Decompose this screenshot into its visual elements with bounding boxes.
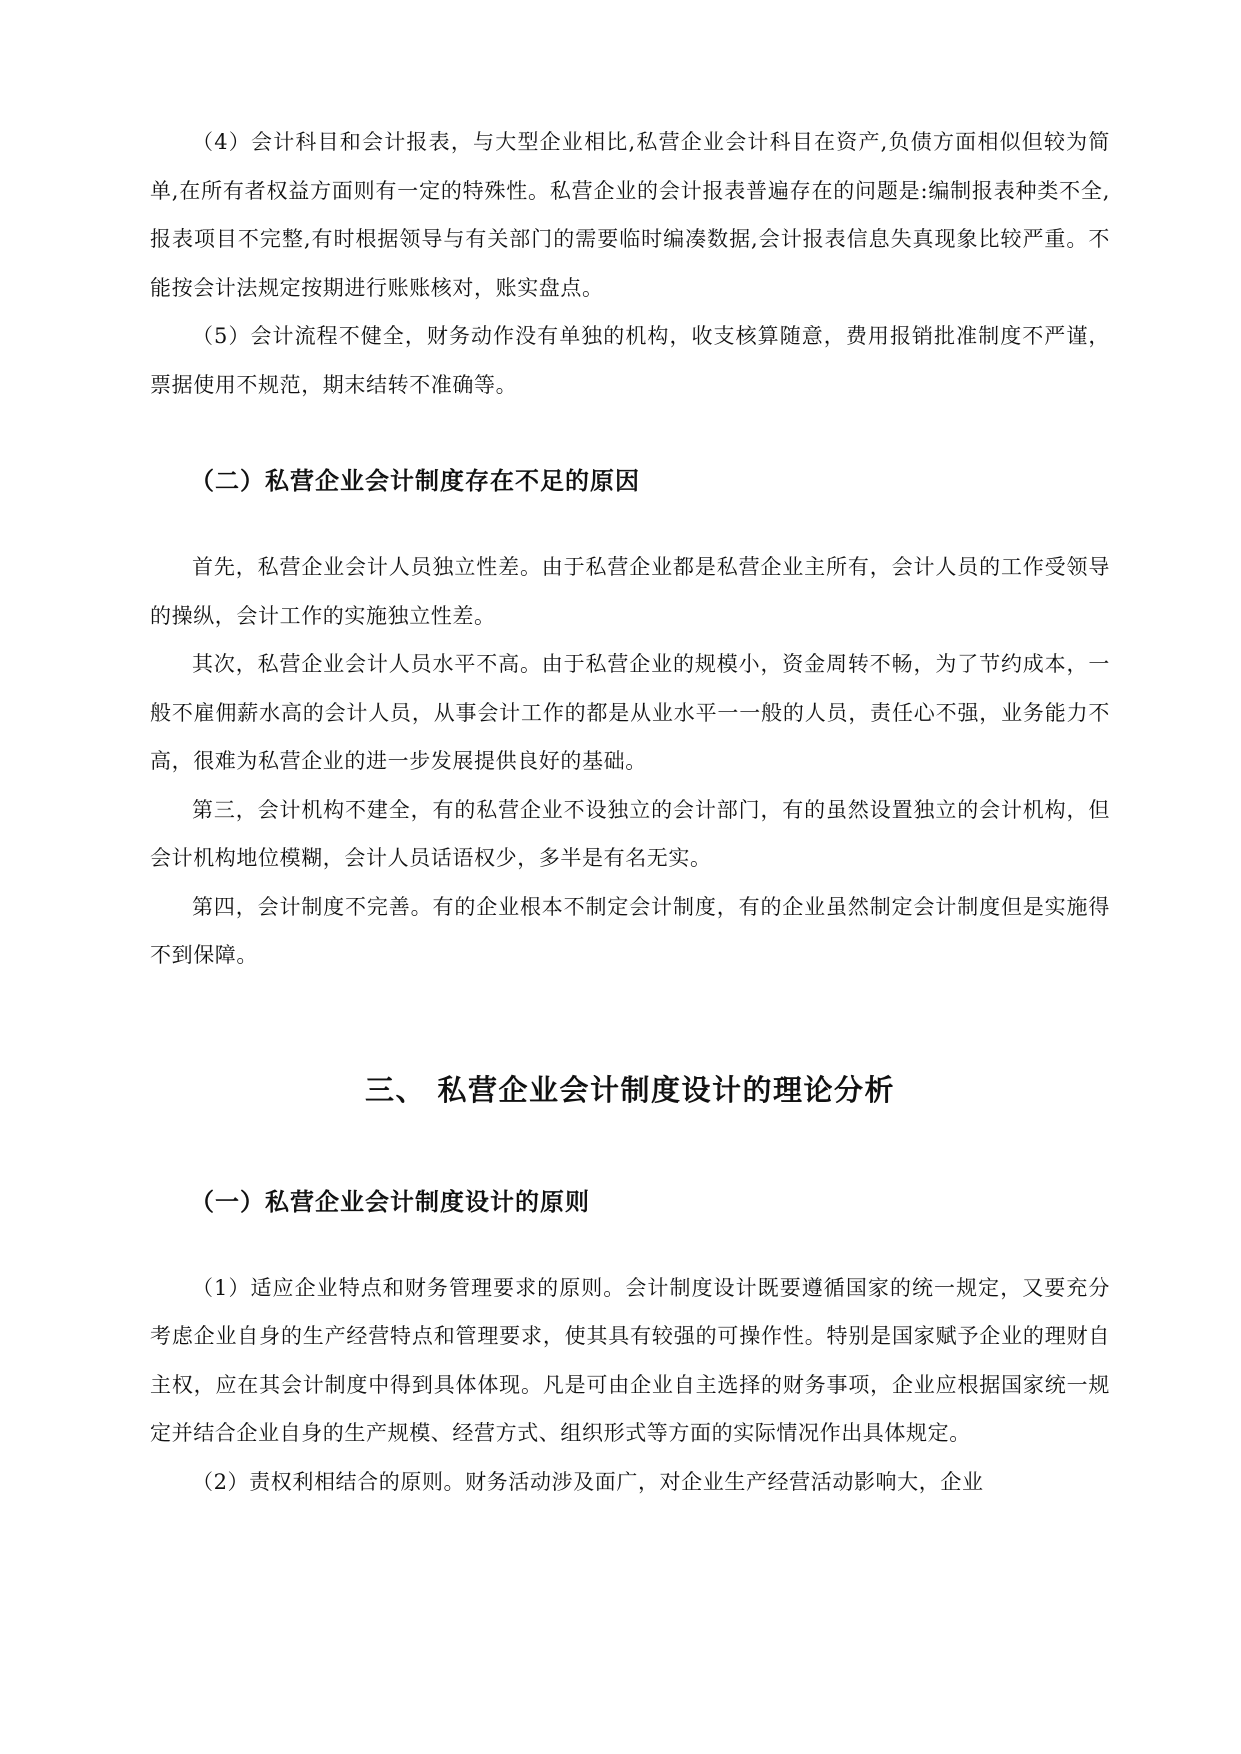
subheading-causes: （二）私营企业会计制度存在不足的原因 (190, 467, 640, 495)
spacer (150, 980, 1110, 1066)
spacer (150, 1114, 1110, 1178)
subheading-principles: （一）私营企业会计制度设计的原则 (190, 1187, 590, 1216)
spacer (150, 1226, 1110, 1264)
paragraph-third-reason: 第三，会计机构不建全，有的私营企业不设独立的会计部门，有的虽然设置独立的会计机构，但会计机构地位模糊，会计人员话语权少，多半是有名无实。 (150, 797, 1110, 870)
document-body (150, 118, 1110, 1506)
paragraph-principle-2: （2）责权利相结合的原则。财务活动涉及面广，对企业生产经营活动影响大，企业 (192, 1469, 984, 1494)
paragraph-item-5: （5）会计流程不健全，财务动作没有单独的机构，收支核算随意，费用报销批准制度不严谨，票据使用不规范，期末结转不准确等。 (150, 324, 1110, 397)
paragraph-principle-1: （1）适应企业特点和财务管理要求的原则。会计制度设计既要遵循国家的统一规定，又要充分考虑企业自身的生产经营特点和管理要求，使其具有较强的可操作性。特别是国家赋予企业的理财自主权，应在其会计制度中得到具体体现。凡是可由企业自主选择的财务事项，企业应根据国家统一规定并结合企业自身的生产规模、经营方式、组织形式等方面的实际情况作出具体规定。 (150, 1275, 1110, 1445)
section-heading-theory: 三、 私营企业会计制度设计的理论分析 (364, 1072, 896, 1107)
spacer (150, 505, 1110, 543)
paragraph-item-4: （4）会计科目和会计报表，与大型企业相比,私营企业会计科目在资产,负债方面相似但较为简单,在所有者权益方面则有一定的特殊性。私营企业的会计报表普遍存在的问题是:编制报表种类不全,报表项目不完整,有时根据领导与有关部门的需要临时编凑数据,会计报表信息失真现象比较严重。不能按会计法规定按期进行账账核对，账实盘点。 (150, 130, 1110, 300)
paragraph-fourth-reason: 第四，会计制度不完善。有的企业根本不制定会计制度，有的企业虽然制定会计制度但是实施得不到保障。 (150, 894, 1110, 967)
spacer (150, 409, 1110, 457)
paragraph-second-reason: 其次，私营企业会计人员水平不高。由于私营企业的规模小，资金周转不畅，为了节约成本，一般不雇佣薪水高的会计人员，从事会计工作的都是从业水平一一般的人员，责任心不强，业务能力不高，很难为私营企业的进一步发展提供良好的基础。 (150, 652, 1110, 773)
paragraph-first-reason: 首先，私营企业会计人员独立性差。由于私营企业都是私营企业主所有，会计人员的工作受领导的操纵，会计工作的实施独立性差。 (150, 555, 1110, 628)
